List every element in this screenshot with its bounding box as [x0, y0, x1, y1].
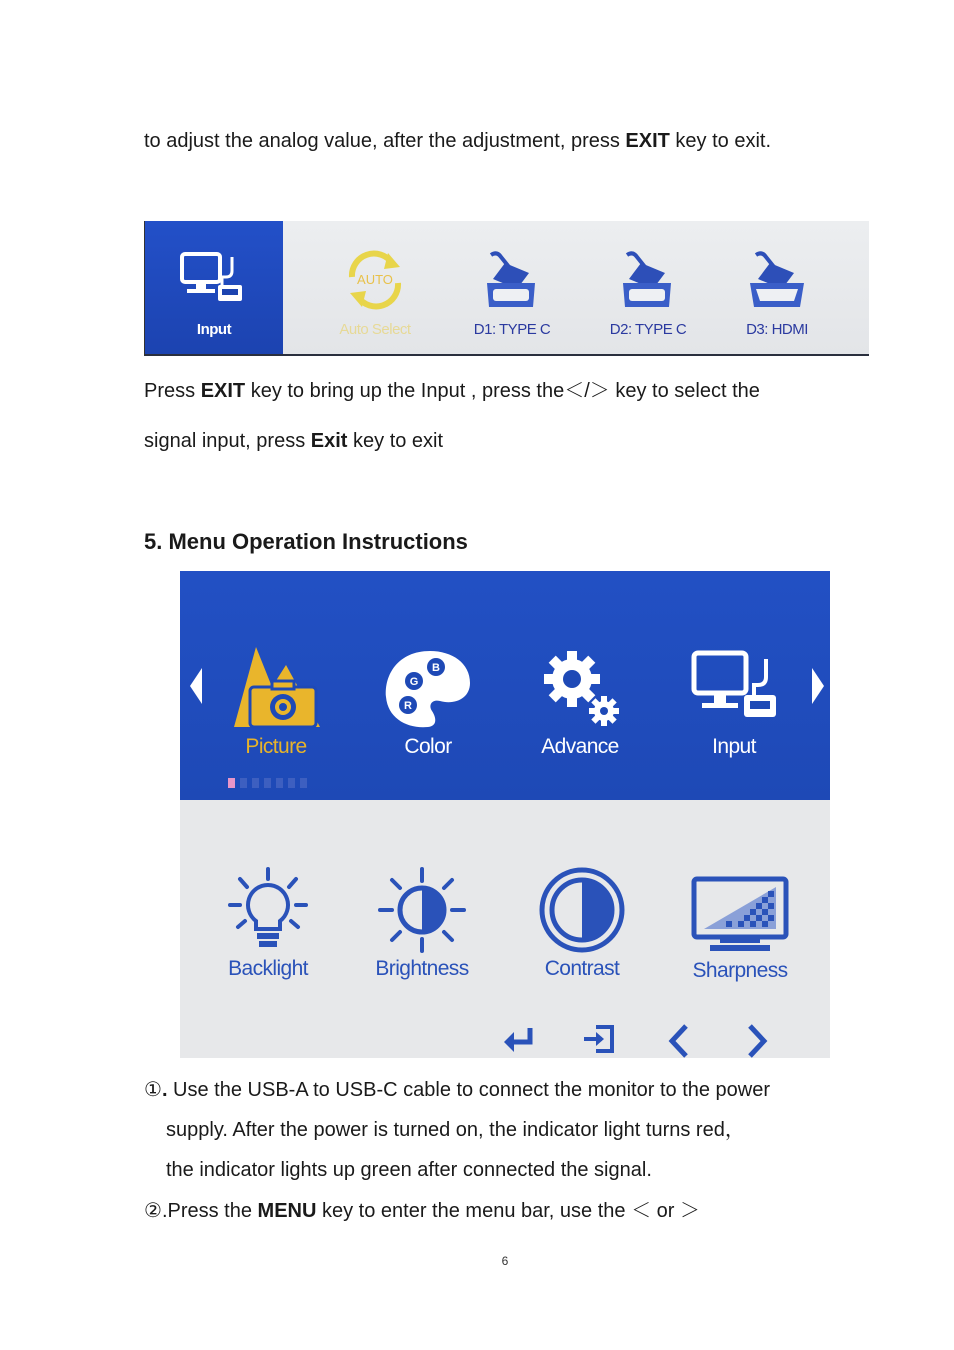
contrast-icon — [532, 867, 632, 953]
svg-text:R: R — [404, 700, 412, 712]
enter-icon — [502, 1024, 536, 1054]
menu-item-brightness: Brightness — [352, 867, 492, 981]
menu-item-input: Input — [664, 647, 804, 759]
step-1-line-2: supply. After the power is turned on, the indicator light turns red， — [166, 1119, 745, 1141]
step-1-line-3: the indicator lights up green after connected the signal. — [166, 1159, 652, 1181]
chevron-right-icon — [810, 666, 826, 706]
exit-key-label: Exit — [310, 430, 348, 452]
svg-text:B: B — [432, 662, 440, 674]
monitor-input-icon — [684, 647, 784, 731]
chevron-left-icon — [666, 1024, 690, 1058]
page-indicator — [228, 778, 307, 788]
section-heading: 5. Menu Operation Instructions — [144, 529, 468, 554]
arrow-keys-symbol: ＜/＞ — [564, 380, 610, 402]
color-palette-icon — [378, 647, 478, 731]
paragraph-adjust: to adjust the analog value, after the adjustment, press EXIT key to exit. — [144, 130, 772, 152]
menu-item-advance: Advance — [510, 647, 650, 759]
gear-icon — [530, 647, 630, 731]
monitor-input-icon — [174, 251, 254, 307]
chevron-right-icon — [746, 1024, 770, 1058]
input-item-d1-type-c: D1: TYPE C — [443, 221, 581, 356]
lightbulb-icon — [218, 867, 318, 953]
hdmi-connector-icon — [742, 249, 812, 313]
menu-top-bar — [180, 571, 830, 800]
main-menu-photo — [180, 571, 830, 1058]
chevron-left-icon — [188, 666, 204, 706]
type-c-connector-icon — [613, 249, 683, 313]
exit-key-label: EXIT — [625, 130, 670, 152]
step-1-line-1: ①. Use the USB-A to USB-C cable to connect the monitor to the power — [144, 1079, 771, 1101]
menu-key-label: MENU — [257, 1200, 317, 1222]
menu-item-sharpness: Sharpness — [670, 875, 810, 983]
input-item-d2-type-c: D2: TYPE C — [579, 221, 717, 356]
menu-item-contrast: Contrast — [512, 867, 652, 981]
menu-item-color: G B R Color — [358, 647, 498, 759]
menu-item-picture: Picture — [206, 639, 346, 759]
input-item-auto-select: AUTO Auto Select — [306, 221, 444, 356]
page-number: 6 — [501, 1254, 509, 1268]
svg-text:G: G — [409, 676, 419, 688]
type-c-connector-icon — [477, 249, 547, 313]
exit-key-label: EXIT — [200, 380, 246, 402]
picture-icon — [226, 639, 326, 731]
svg-text:AUTO: AUTO — [357, 272, 393, 287]
menu-item-backlight: Backlight — [198, 867, 338, 981]
paragraph-press-exit-line2: signal input, press Exit key to exit — [144, 430, 444, 452]
step-2-line-1: ②.Press the MENU key to enter the menu bar, use the ＜ or ＞ — [144, 1200, 700, 1222]
input-item-input: Input — [145, 221, 283, 356]
auto-cycle-icon — [340, 247, 410, 313]
exit-icon — [582, 1024, 616, 1054]
sharpness-monitor-icon — [690, 875, 790, 955]
paragraph-press-exit: Press EXIT key to bring up the Input , press the＜/＞ key to select the — [144, 380, 760, 402]
input-menu-photo — [144, 221, 869, 356]
input-item-d3-hdmi: D3: HDMI — [708, 221, 846, 356]
sun-icon — [372, 867, 472, 953]
